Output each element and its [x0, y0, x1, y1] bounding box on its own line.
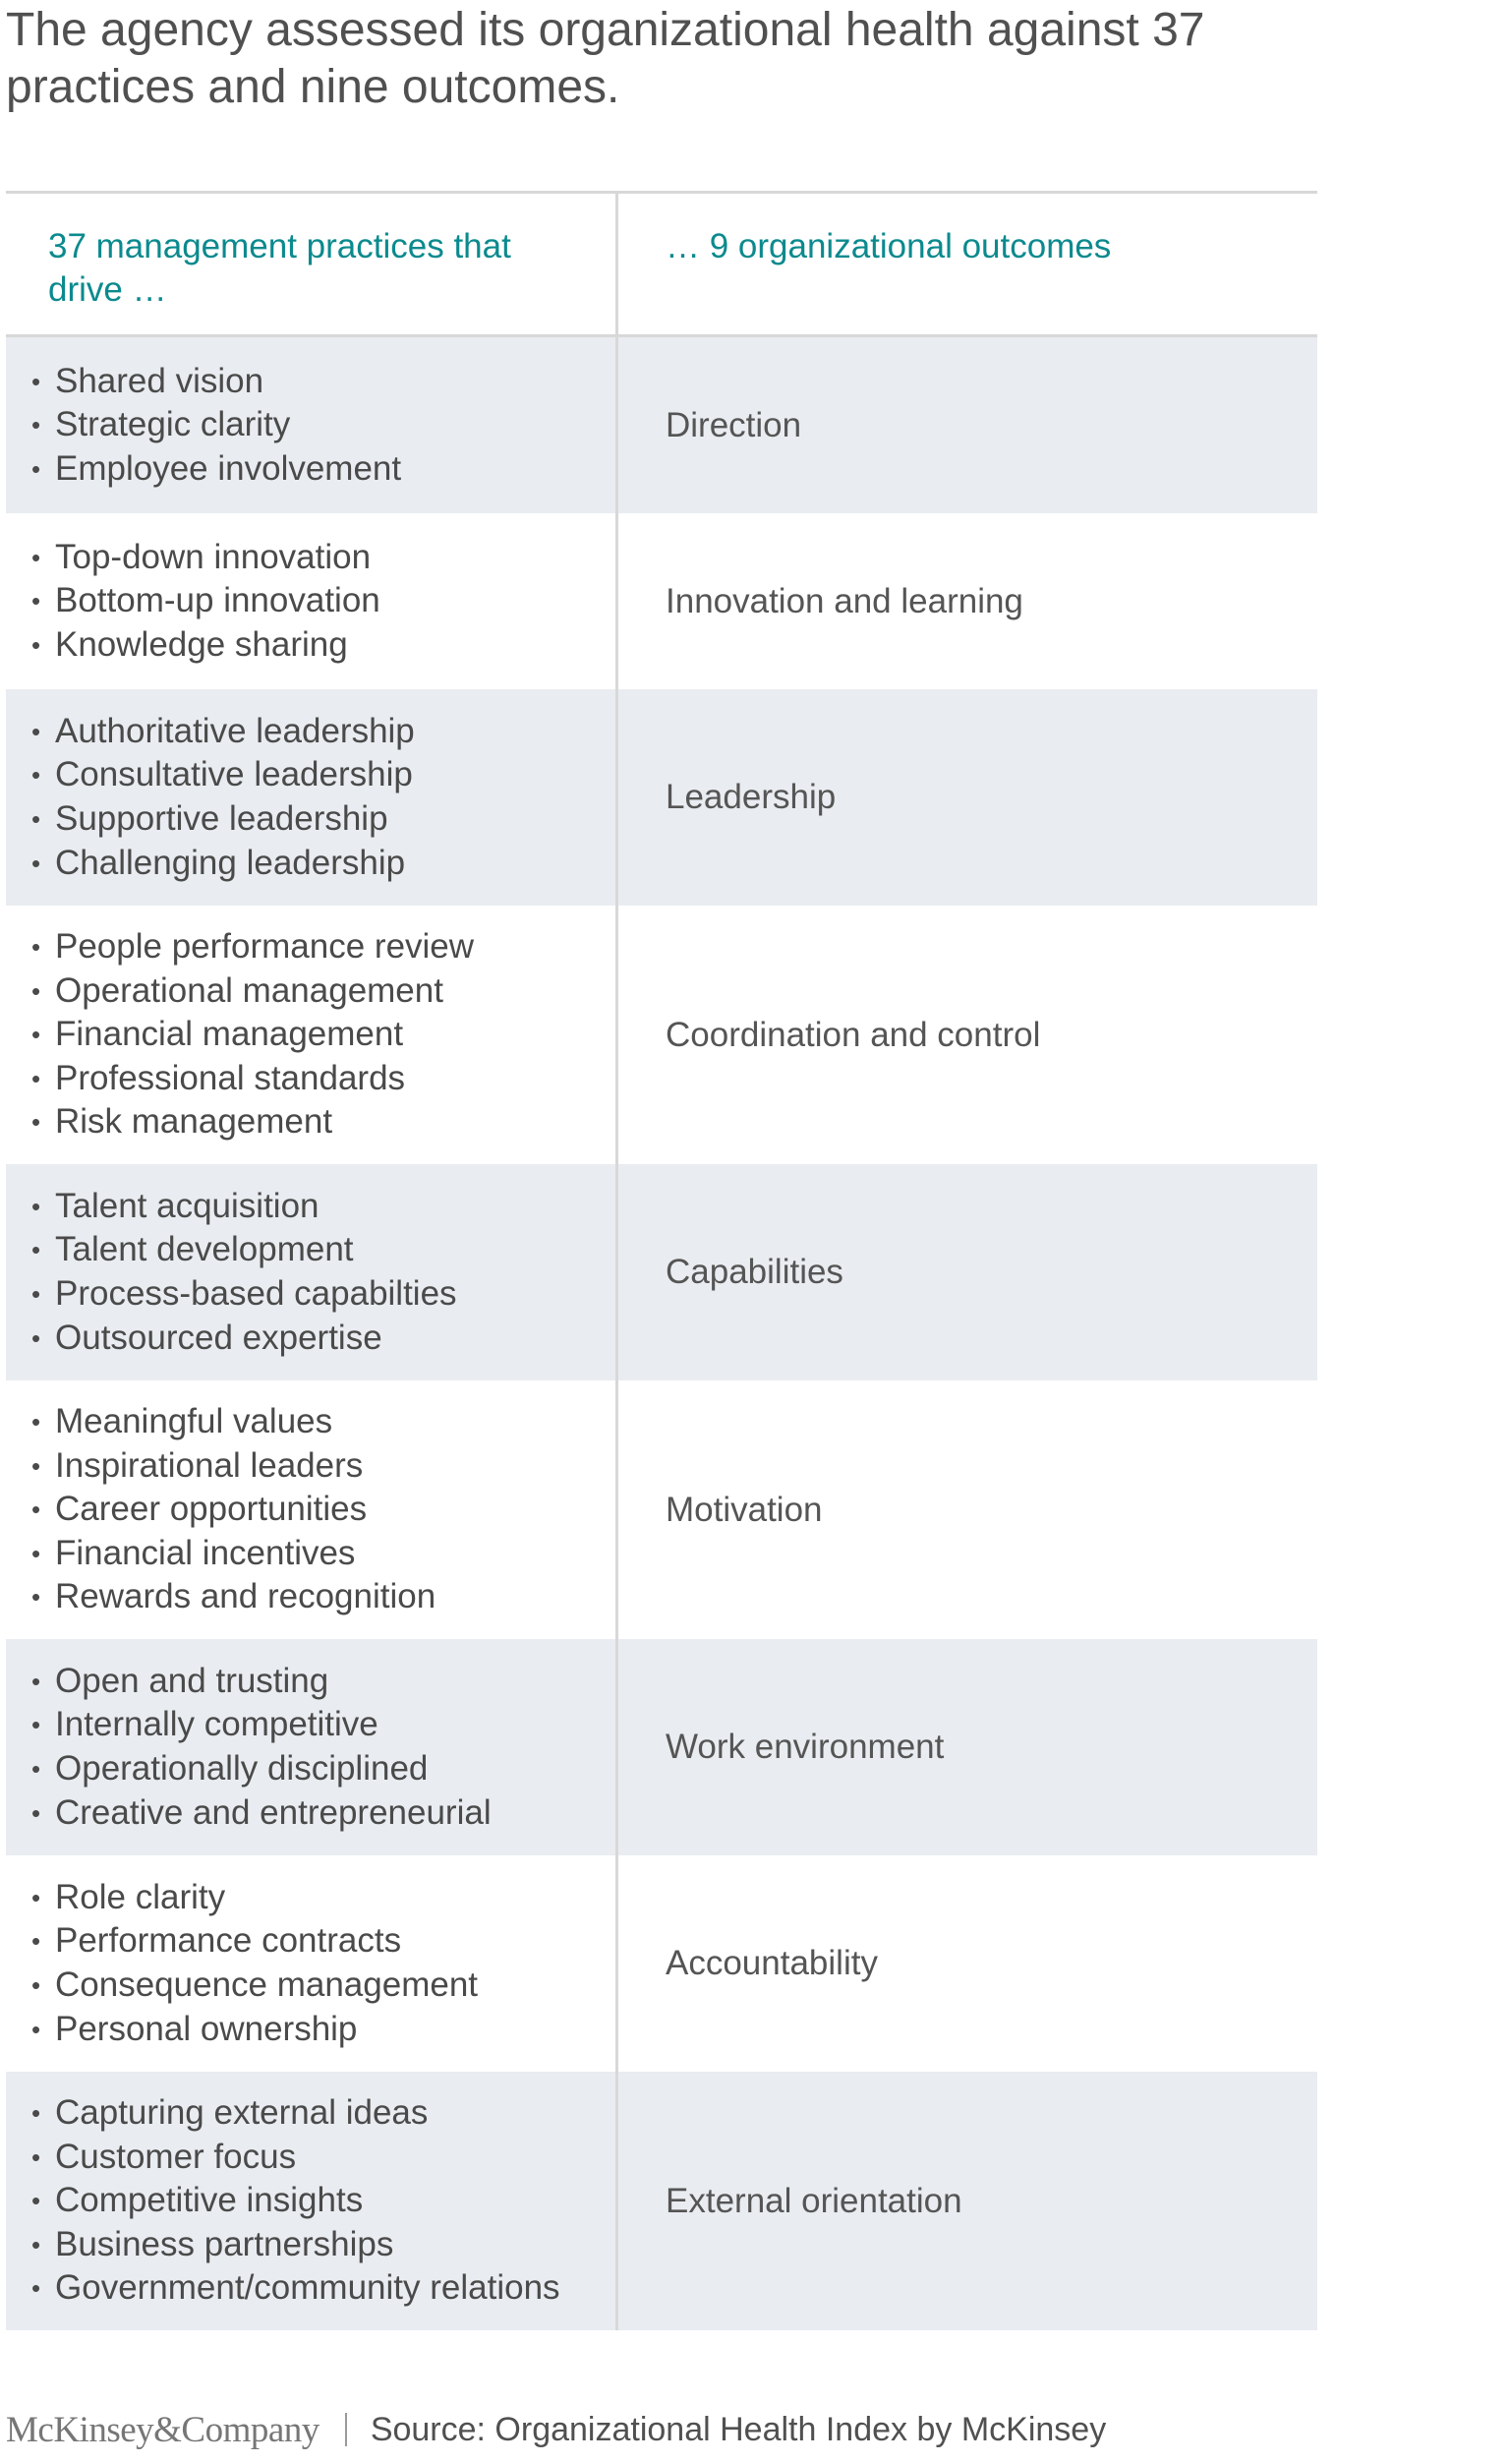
outcome-cell: [618, 337, 1317, 513]
practice-item: [31, 797, 615, 842]
outcome-label: External orientation: [666, 2181, 962, 2220]
bullet-icon: •: [31, 1710, 41, 1740]
bullet-icon: •: [31, 1191, 41, 1221]
table-row: [6, 906, 1317, 1164]
outcome-label: Accountability: [666, 1944, 878, 1982]
practice-item: [31, 1575, 615, 1619]
practices-list: [6, 1400, 615, 1619]
source-note: Source: Organizational Health Index by McKinsey: [370, 2410, 1107, 2448]
bullet-icon: •: [31, 2273, 41, 2304]
practice-label: Creative and entrepreneurial: [55, 1792, 492, 1832]
practice-item: [31, 2179, 615, 2223]
bullet-icon: •: [31, 2014, 41, 2044]
bullet-icon: •: [31, 716, 41, 746]
practice-item: [31, 1488, 615, 1532]
practice-label: Employee involvement: [55, 448, 402, 488]
outcome-cell: [618, 1164, 1317, 1380]
practice-label: Challenging leadership: [55, 843, 406, 882]
bullet-icon: •: [31, 1322, 41, 1353]
outcome-cell: [618, 689, 1317, 906]
practices-cell: [6, 906, 618, 1164]
bullet-icon: •: [31, 932, 41, 963]
bullet-icon: •: [31, 1235, 41, 1265]
practice-label: Risk management: [55, 1102, 333, 1142]
table-header: [6, 194, 1317, 337]
practice-label: Knowledge sharing: [55, 624, 348, 664]
practice-item: [31, 2091, 615, 2136]
outcome-cell: [618, 1380, 1317, 1639]
outcome-label: Work environment: [666, 1728, 945, 1766]
practices-list: [6, 1876, 615, 2051]
practice-label: Business partnerships: [55, 2224, 394, 2263]
bullet-icon: •: [31, 1582, 41, 1613]
practice-item: [31, 1185, 615, 1229]
table-row: [6, 1164, 1317, 1380]
outcome-cell: [618, 1639, 1317, 1855]
bullet-icon: •: [31, 1970, 41, 2000]
practice-item: [31, 1317, 615, 1361]
bullet-icon: •: [31, 2229, 41, 2259]
header-right-cell: [618, 194, 1317, 334]
practice-label: Professional standards: [55, 1058, 406, 1097]
bullet-icon: •: [31, 1666, 41, 1696]
practice-label: Talent development: [55, 1230, 354, 1269]
header-left-cell: [6, 194, 618, 334]
outcome-label: Motivation: [666, 1490, 823, 1529]
practice-item: [31, 1013, 615, 1057]
practice-item: [31, 1228, 615, 1272]
practice-label: Capturing external ideas: [55, 2093, 429, 2133]
bullet-icon: •: [31, 760, 41, 791]
practice-label: Inspirational leaders: [55, 1445, 364, 1485]
outcome-cell: [618, 1855, 1317, 2072]
bullet-icon: •: [31, 2186, 41, 2216]
bullet-icon: •: [31, 1279, 41, 1309]
table-row: [6, 2072, 1317, 2330]
table-row: [6, 1639, 1317, 1855]
practices-cell: [6, 2072, 618, 2330]
mckinsey-logo: McKinsey&Company: [6, 2409, 319, 2450]
practice-item: [31, 360, 615, 404]
practice-item: [31, 623, 615, 668]
page-title: The agency assessed its organizational health against 37 practices and nine outcomes.: [6, 4, 1205, 113]
bullet-icon: •: [31, 1797, 41, 1828]
table-row: [6, 1855, 1317, 2072]
practice-item: [31, 1660, 615, 1704]
bullet-icon: •: [31, 410, 41, 440]
practice-label: Performance contracts: [55, 1921, 402, 1961]
practice-label: Shared vision: [55, 361, 264, 400]
bullet-icon: •: [31, 1407, 41, 1437]
bullet-icon: •: [31, 1450, 41, 1481]
bullet-icon: •: [31, 586, 41, 616]
practices-cell: [6, 1855, 618, 2072]
bullet-icon: •: [31, 1020, 41, 1050]
practice-item: [31, 1747, 615, 1791]
bullet-icon: •: [31, 1495, 41, 1525]
practice-item: [31, 925, 615, 969]
practice-item: [31, 969, 615, 1014]
bullet-icon: •: [31, 1063, 41, 1093]
practice-label: Government/community relations: [55, 2268, 560, 2308]
practices-cell: [6, 1380, 618, 1639]
practice-item: [31, 1400, 615, 1444]
table-body: [6, 337, 1317, 2330]
practice-item: [31, 1057, 615, 1101]
practice-item: [31, 579, 615, 623]
outcome-label: Leadership: [666, 778, 837, 816]
practice-item: [31, 1791, 615, 1836]
footer-divider: [345, 2413, 347, 2446]
practice-label: Personal ownership: [55, 2009, 358, 2048]
practice-label: Internally competitive: [55, 1705, 378, 1744]
table-row: [6, 513, 1317, 689]
practices-list: [6, 536, 615, 668]
practice-label: Bottom-up innovation: [55, 581, 380, 620]
practice-label: Strategic clarity: [55, 405, 291, 444]
practices-outcomes-table: [6, 191, 1317, 2330]
practice-label: Rewards and recognition: [55, 1577, 436, 1616]
practices-list: [6, 2091, 615, 2311]
practice-label: People performance review: [55, 927, 475, 967]
bullet-icon: •: [31, 804, 41, 834]
practice-item: [31, 1532, 615, 1576]
bullet-icon: •: [31, 542, 41, 572]
bullet-icon: •: [31, 1538, 41, 1568]
practices-list: [6, 925, 615, 1144]
outcome-label: Capabilities: [666, 1253, 843, 1291]
practice-item: [31, 1876, 615, 1920]
practice-item: [31, 2223, 615, 2267]
practice-item: [31, 753, 615, 797]
bullet-icon: •: [31, 848, 41, 878]
practices-list: [6, 1660, 615, 1835]
bullet-icon: •: [31, 975, 41, 1006]
practices-cell: [6, 337, 618, 513]
practice-label: Financial management: [55, 1015, 404, 1054]
practices-list: [6, 1185, 615, 1360]
outcomes-column-header: … 9 organizational outcomes: [666, 227, 1112, 265]
practice-label: Outsourced expertise: [55, 1318, 382, 1357]
bullet-icon: •: [31, 1107, 41, 1138]
practices-cell: [6, 1164, 618, 1380]
outcome-cell: [618, 2072, 1317, 2330]
practice-item: [31, 1919, 615, 1964]
bullet-icon: •: [31, 366, 41, 396]
practice-item: [31, 842, 615, 886]
practice-item: [31, 2136, 615, 2180]
practice-label: Role clarity: [55, 1877, 226, 1916]
practice-item: [31, 1964, 615, 2008]
practice-label: Meaningful values: [55, 1402, 333, 1441]
bullet-icon: •: [31, 1754, 41, 1784]
practice-label: Talent acquisition: [55, 1186, 319, 1225]
practice-label: Consequence management: [55, 1965, 479, 2004]
table-row: [6, 1380, 1317, 1639]
practice-item: [31, 1272, 615, 1317]
outcome-cell: [618, 513, 1317, 689]
practice-item: [31, 403, 615, 447]
outcome-label: Direction: [666, 405, 802, 444]
practice-label: Competitive insights: [55, 2181, 364, 2220]
practice-item: [31, 2008, 615, 2052]
practice-label: Authoritative leadership: [55, 711, 415, 750]
practice-label: Operational management: [55, 970, 443, 1010]
practices-column-header: 37 management practices that drive …: [48, 227, 511, 309]
practice-item: [31, 710, 615, 754]
outcome-label: Innovation and learning: [666, 581, 1023, 620]
practice-item: [31, 1100, 615, 1144]
practices-list: [6, 710, 615, 885]
footer: [6, 2405, 1106, 2454]
practice-label: Financial incentives: [55, 1533, 356, 1572]
practice-label: Supportive leadership: [55, 799, 388, 838]
practice-label: Career opportunities: [55, 1490, 368, 1529]
practice-label: Top-down innovation: [55, 537, 372, 576]
bullet-icon: •: [31, 2141, 41, 2172]
practice-item: [31, 536, 615, 580]
table-row: [6, 337, 1317, 513]
practice-label: Process-based capabilties: [55, 1274, 457, 1313]
practice-item: [31, 1444, 615, 1489]
practice-label: Operationally disciplined: [55, 1749, 429, 1788]
practice-label: Customer focus: [55, 2137, 297, 2176]
table-row: [6, 689, 1317, 906]
practice-label: Consultative leadership: [55, 755, 413, 794]
practice-item: [31, 1703, 615, 1747]
bullet-icon: •: [31, 629, 41, 660]
practices-list: [6, 360, 615, 492]
bullet-icon: •: [31, 453, 41, 484]
bullet-icon: •: [31, 1882, 41, 1912]
practices-cell: [6, 689, 618, 906]
practice-item: [31, 447, 615, 492]
outcome-cell: [618, 906, 1317, 1164]
bullet-icon: •: [31, 2098, 41, 2129]
practices-cell: [6, 513, 618, 689]
practices-cell: [6, 1639, 618, 1855]
outcome-label: Coordination and control: [666, 1015, 1041, 1054]
bullet-icon: •: [31, 1926, 41, 1957]
practice-item: [31, 2266, 615, 2311]
practice-label: Open and trusting: [55, 1661, 329, 1700]
